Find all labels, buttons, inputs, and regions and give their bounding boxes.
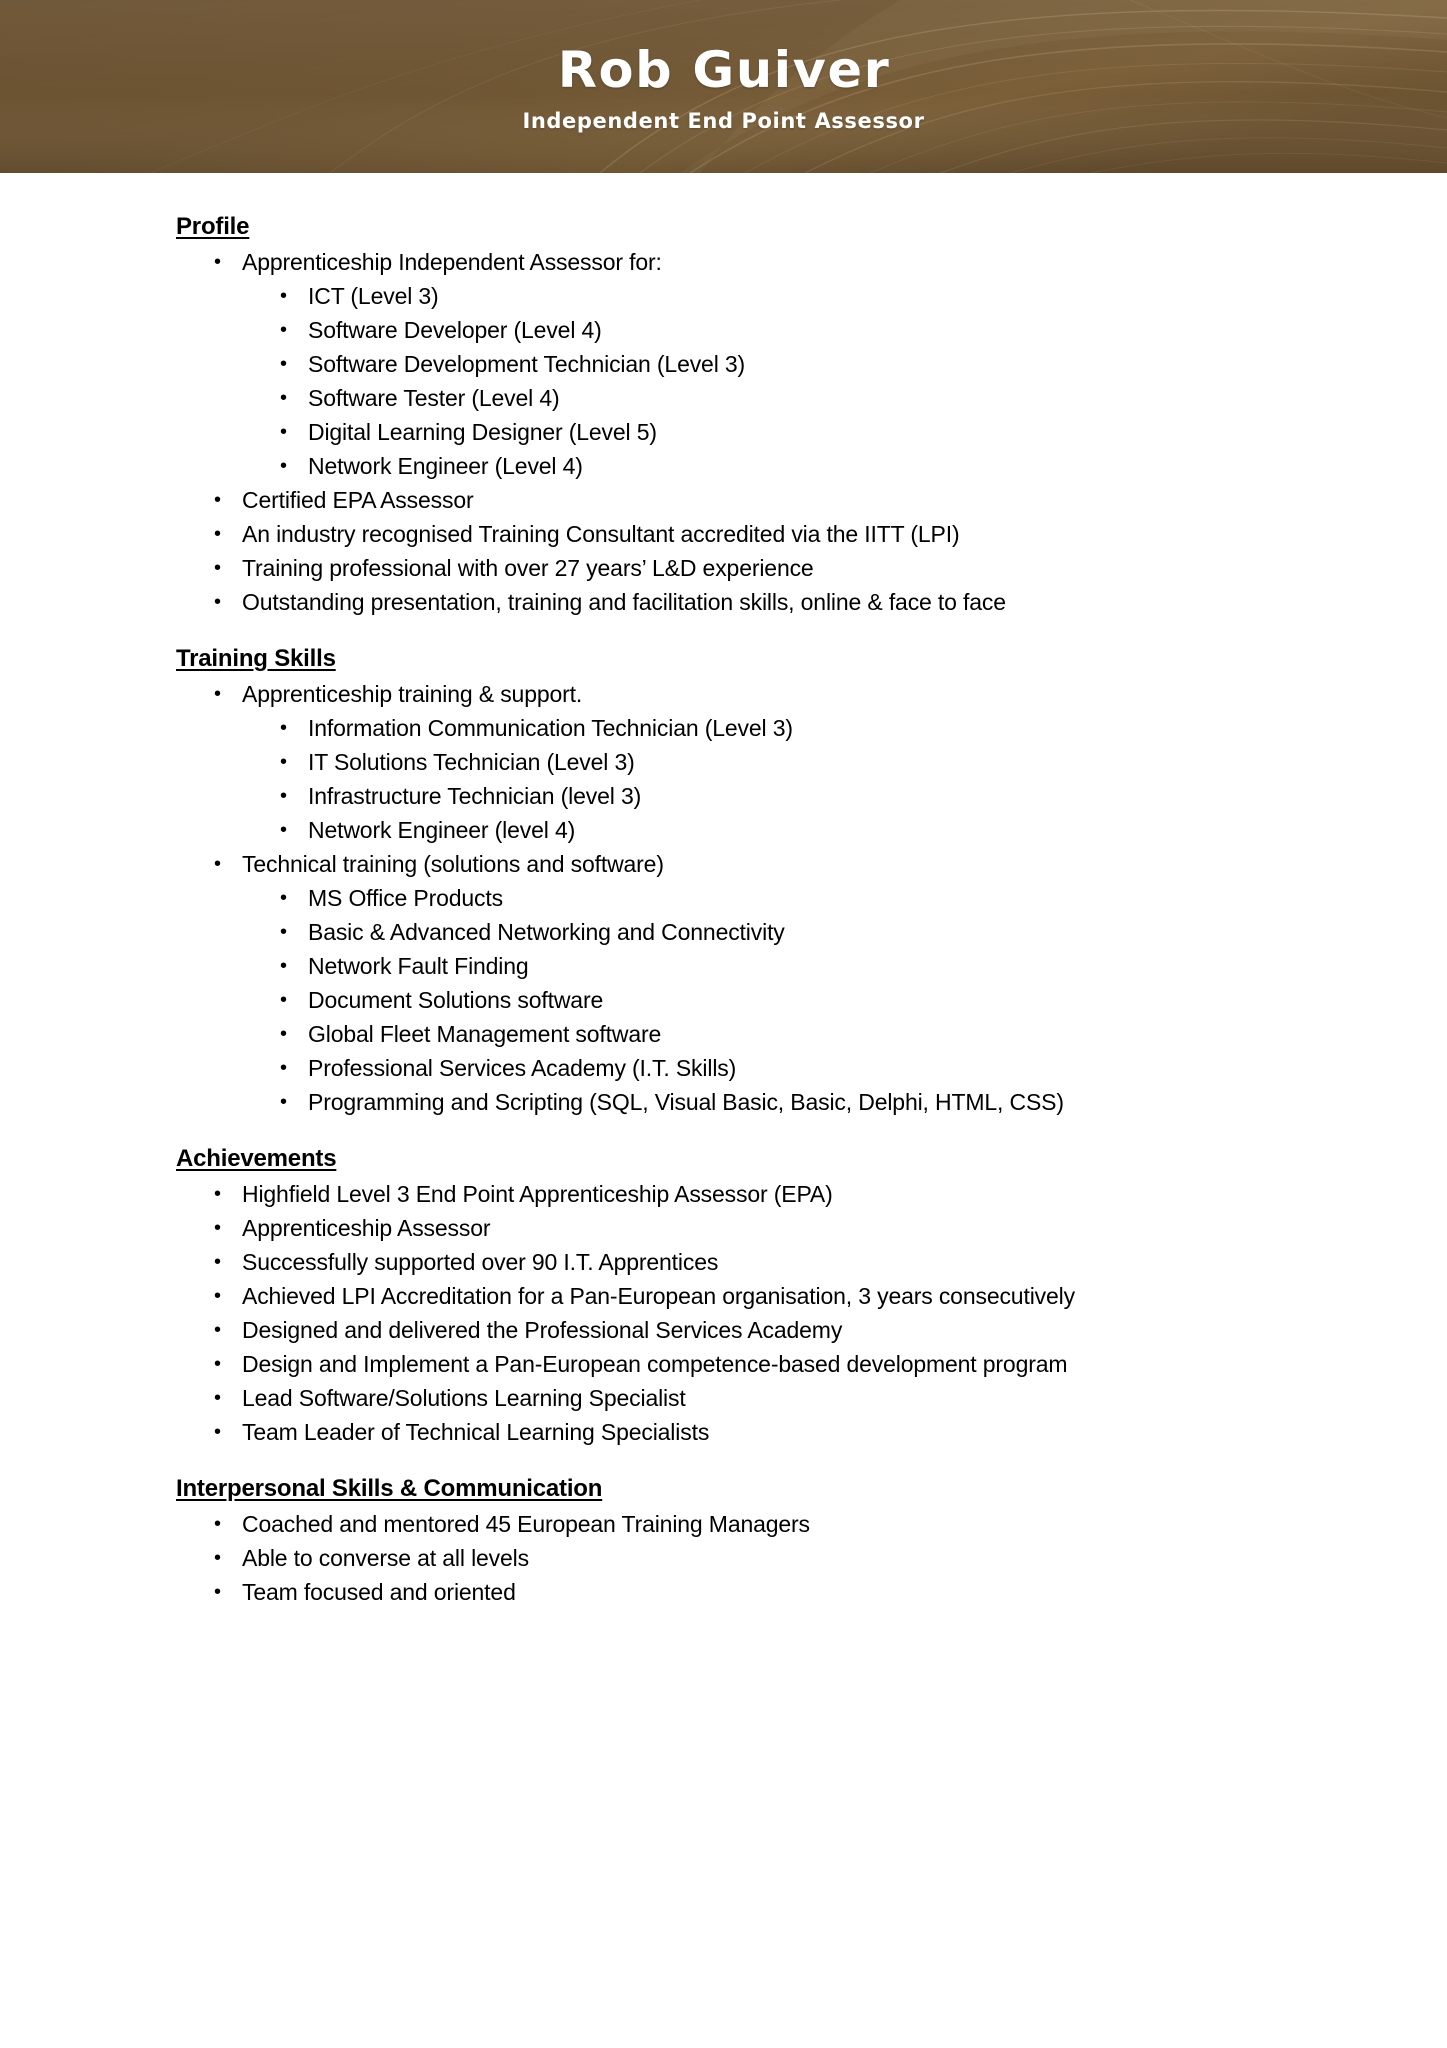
list-item-text: • ICT (Level 3) <box>308 279 1327 313</box>
list-item <box>242 915 1327 949</box>
document-body <box>0 173 1447 1609</box>
list-item-text: • Basic & Advanced Networking and Connectivity <box>308 915 1327 949</box>
list-item-text: • Outstanding presentation, training and facilitation skills, online & face to face <box>242 585 1327 619</box>
list-item <box>176 585 1327 619</box>
list-item <box>242 1051 1327 1085</box>
list-item-text: • Team Leader of Technical Learning Specialists <box>242 1415 1327 1449</box>
list-item <box>176 677 1327 847</box>
section-interpersonal-skills <box>176 1475 1327 1609</box>
resume-content <box>0 173 1447 1609</box>
list-item <box>242 279 1327 313</box>
list-item-text: • Digital Learning Designer (Level 5) <box>308 415 1327 449</box>
list-item-text: • Professional Services Academy (I.T. Skills) <box>308 1051 1327 1085</box>
list-item <box>242 949 1327 983</box>
list-item-text: • Network Engineer (level 4) <box>308 813 1327 847</box>
list-item <box>176 1415 1327 1449</box>
section-heading: Profile <box>176 213 250 240</box>
list-item <box>242 983 1327 1017</box>
list-item <box>242 1085 1327 1119</box>
list-item-text: • Able to converse at all levels <box>242 1541 1327 1575</box>
list-item <box>242 745 1327 779</box>
section-achievements <box>176 1145 1327 1449</box>
section-heading: Training Skills <box>176 645 336 672</box>
list-item <box>242 711 1327 745</box>
list-item <box>176 1507 1327 1541</box>
list-item <box>242 347 1327 381</box>
section-heading: Interpersonal Skills & Communication <box>176 1475 603 1502</box>
list-item-text: • Lead Software/Solutions Learning Specialist <box>242 1381 1327 1415</box>
list-item-text: • Information Communication Technician (Level 3) <box>308 711 1327 745</box>
list-item <box>176 517 1327 551</box>
list-item-text: • Designed and delivered the Professional Services Academy <box>242 1313 1327 1347</box>
page-title: Rob Guiver <box>557 41 890 100</box>
list-item <box>176 1347 1327 1381</box>
bullet-list <box>176 1507 1327 1609</box>
list-item-text: • Apprenticeship Assessor <box>242 1211 1327 1245</box>
bullet-list <box>176 1177 1327 1449</box>
list-item <box>242 813 1327 847</box>
page-subtitle: Independent End Point Assessor <box>522 108 925 133</box>
list-item-text: • Network Engineer (Level 4) <box>308 449 1327 483</box>
banner-text-block <box>0 0 1447 173</box>
page-banner <box>0 0 1447 173</box>
list-item <box>176 1381 1327 1415</box>
list-item-text: • Programming and Scripting (SQL, Visual Basic, Basic, Delphi, HTML, CSS) <box>308 1085 1327 1119</box>
list-item <box>176 1211 1327 1245</box>
sub-bullet-list <box>242 881 1327 1119</box>
section-training-skills <box>176 645 1327 1119</box>
list-item-text: • Achieved LPI Accreditation for a Pan-European organisation, 3 years consecutively <box>242 1279 1327 1313</box>
list-item <box>242 1017 1327 1051</box>
list-item <box>176 1575 1327 1609</box>
list-item <box>176 847 1327 1119</box>
list-item-text: • Apprenticeship Independent Assessor for: <box>242 245 1327 279</box>
list-item-text: • MS Office Products <box>308 881 1327 915</box>
list-item-text: • Design and Implement a Pan-European competence-based development program <box>242 1347 1327 1381</box>
section-heading: Achievements <box>176 1145 337 1172</box>
list-item <box>242 313 1327 347</box>
list-item-text: • Team focused and oriented <box>242 1575 1327 1609</box>
list-item-text: • Highfield Level 3 End Point Apprenticeship Assessor (EPA) <box>242 1177 1327 1211</box>
list-item <box>242 449 1327 483</box>
list-item <box>176 483 1327 517</box>
list-item-text: • An industry recognised Training Consultant accredited via the IITT (LPI) <box>242 517 1327 551</box>
list-item <box>176 1541 1327 1575</box>
list-item-text: • Training professional with over 27 years’ L&D experience <box>242 551 1327 585</box>
list-item-text: • Software Development Technician (Level 3) <box>308 347 1327 381</box>
list-item <box>176 551 1327 585</box>
list-item-text: • Document Solutions software <box>308 983 1327 1017</box>
list-item-text: • Apprenticeship training & support. <box>242 677 1327 711</box>
list-item-text: • Software Developer (Level 4) <box>308 313 1327 347</box>
list-item-text: • Infrastructure Technician (level 3) <box>308 779 1327 813</box>
bullet-list <box>176 677 1327 1119</box>
bullet-list <box>176 245 1327 619</box>
sub-bullet-list <box>242 711 1327 847</box>
list-item-text: • Technical training (solutions and software) <box>242 847 1327 881</box>
list-item <box>176 1279 1327 1313</box>
list-item-text: • Global Fleet Management software <box>308 1017 1327 1051</box>
list-item <box>176 1245 1327 1279</box>
list-item <box>176 1313 1327 1347</box>
list-item-text: • Software Tester (Level 4) <box>308 381 1327 415</box>
list-item-text: • Coached and mentored 45 European Training Managers <box>242 1507 1327 1541</box>
list-item <box>176 245 1327 483</box>
list-item <box>242 381 1327 415</box>
section-profile <box>176 213 1327 619</box>
list-item <box>176 1177 1327 1211</box>
sub-bullet-list <box>242 279 1327 483</box>
list-item-text: • IT Solutions Technician (Level 3) <box>308 745 1327 779</box>
list-item <box>242 881 1327 915</box>
list-item-text: • Successfully supported over 90 I.T. Apprentices <box>242 1245 1327 1279</box>
list-item <box>242 415 1327 449</box>
list-item-text: • Certified EPA Assessor <box>242 483 1327 517</box>
list-item <box>242 779 1327 813</box>
list-item-text: • Network Fault Finding <box>308 949 1327 983</box>
